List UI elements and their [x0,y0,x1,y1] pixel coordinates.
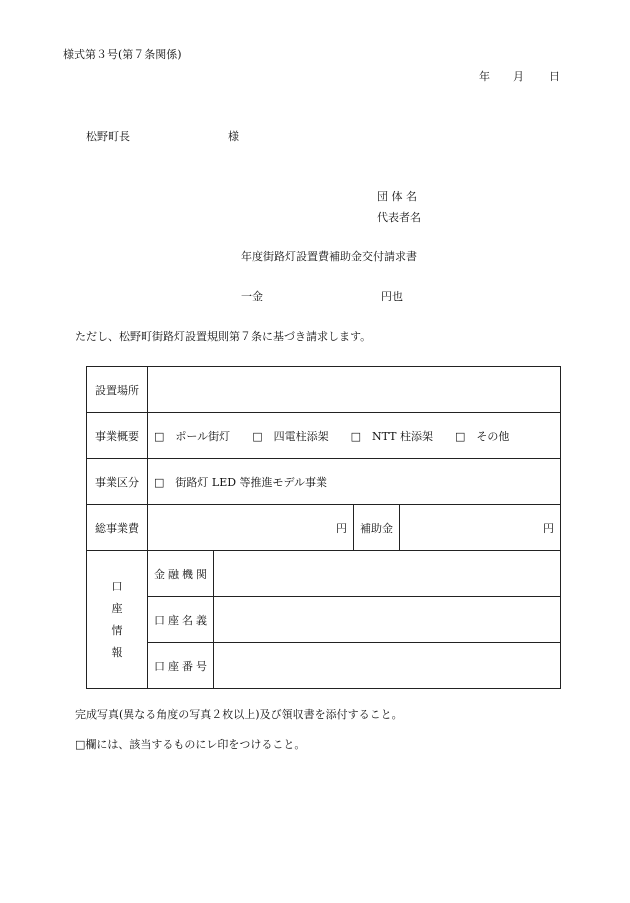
account-number-field[interactable] [214,643,561,689]
amount-suffix: 円也 [381,290,403,303]
amount-prefix: 一金 [241,290,263,303]
category-row [87,459,561,505]
total-cost-field[interactable] [148,505,354,551]
account-label-char: 座 [111,601,123,615]
addressee-honorific: 様 [228,130,239,143]
subsidy-field[interactable] [400,505,561,551]
overview-options [148,413,561,459]
form-number: 様式第３号(第７条関係) [63,48,182,61]
document-title: 年度街路灯設置費補助金交付請求書 [241,250,417,263]
note-checkbox: □欄には、該当するものにレ印をつけること。 [75,738,306,751]
option-pole-light[interactable]: □ ポール街灯 [154,429,231,443]
date-year-label: 年 [479,70,490,83]
addressee-name: 松野町長 [86,130,130,143]
cost-row [87,505,561,551]
holder-field[interactable] [214,597,561,643]
bank-label: 金融機関 [148,551,214,597]
account-info-label [87,551,148,689]
subsidy-yen-label: 円 [543,521,554,535]
total-cost-label: 総事業費 [87,505,148,551]
representative-label: 代表者名 [377,211,421,224]
application-table [86,366,561,689]
number-row [87,643,561,689]
option-led-model[interactable]: □ 街路灯 LED 等推進モデル事業 [148,459,561,505]
account-label-char: 報 [111,645,123,659]
category-label: 事業区分 [87,459,148,505]
bank-row [87,551,561,597]
holder-row [87,597,561,643]
account-label-char: 口 [111,579,123,593]
subsidy-label: 補助金 [354,505,400,551]
note-attachments: 完成写真(異なる角度の写真２枚以上)及び領収書を添付すること。 [75,708,403,721]
option-ntt-pole[interactable]: □ NTT 柱添架 [350,429,433,443]
holder-label: 口座名義 [148,597,214,643]
account-label-char: 情 [111,623,123,637]
location-row [87,367,561,413]
overview-row [87,413,561,459]
request-statement: ただし、松野町街路灯設置規則第７条に基づき請求します。 [75,330,372,343]
overview-label: 事業概要 [87,413,148,459]
location-field[interactable] [148,367,561,413]
account-number-label: 口座番号 [148,643,214,689]
date-day-label: 日 [549,70,560,83]
bank-field[interactable] [214,551,561,597]
option-utility-pole[interactable]: □ 四電柱添架 [252,429,329,443]
organization-label: 団 体 名 [377,190,417,203]
total-yen-label: 円 [336,521,347,535]
date-month-label: 月 [513,70,524,83]
option-other[interactable]: □ その他 [455,429,510,443]
location-label: 設置場所 [87,367,148,413]
